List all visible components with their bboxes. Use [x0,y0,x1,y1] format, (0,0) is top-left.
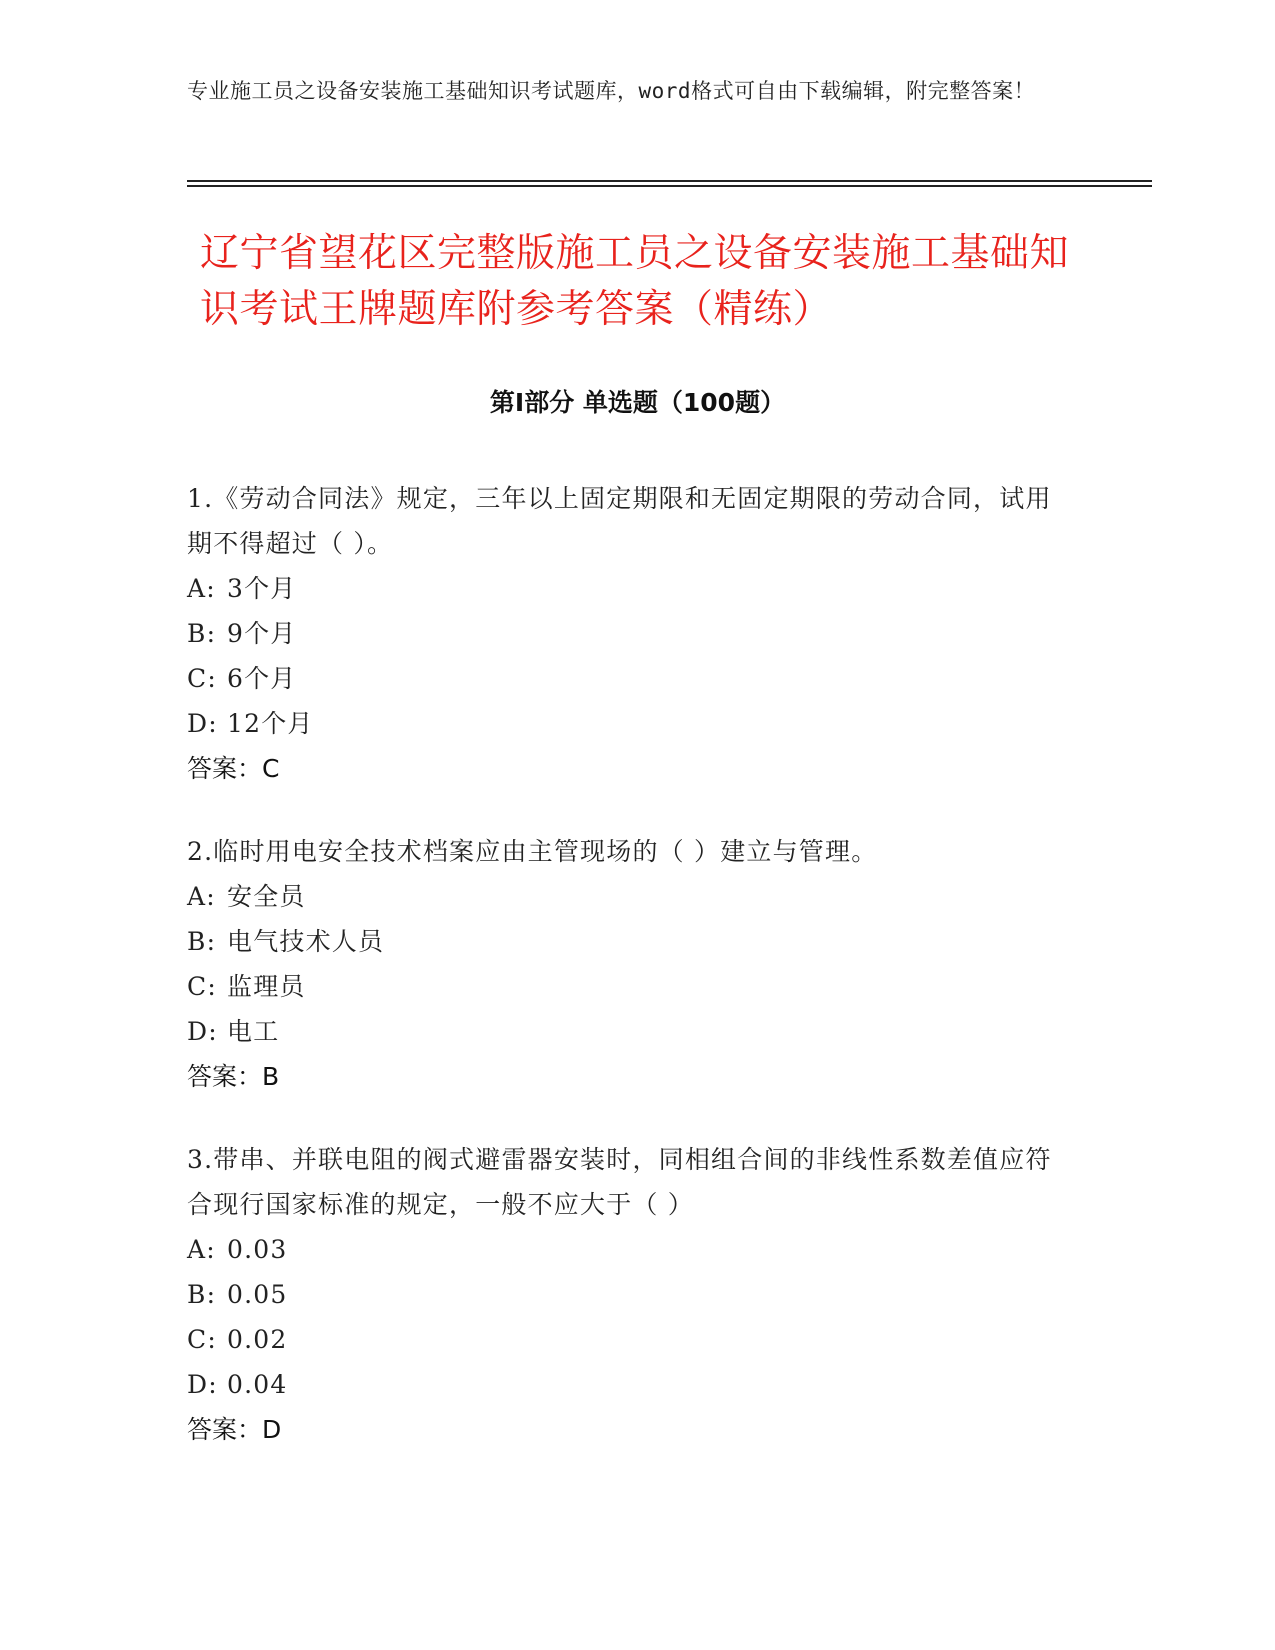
header-divider-top [187,180,1152,182]
option-value: 0.03 [227,1235,288,1264]
option-key: A: [187,1235,216,1264]
option-a [187,874,1067,919]
option-value: 电工 [227,1017,280,1046]
option-key: B: [187,619,217,648]
option-c [187,656,1067,701]
answer-line: 答案：D [187,1415,282,1444]
option-b [187,1272,1067,1317]
option-c [187,964,1067,1009]
option-key: A: [187,574,216,603]
option-key: C: [187,972,217,1001]
question-1 [187,476,1067,791]
option-c [187,1317,1067,1362]
option-value: 3个月 [227,574,297,603]
option-value: 9个月 [227,619,297,648]
question-3 [187,1137,1067,1452]
answer-line: 答案：B [187,1062,280,1091]
option-value: 6个月 [227,664,297,693]
header-note: 专业施工员之设备安装施工基础知识考试题库，word格式可自由下载编辑，附完整答案！ [187,79,1036,103]
option-value: 监理员 [227,972,306,1001]
option-value: 0.04 [227,1370,288,1399]
question-text: 2.临时用电安全技术档案应由主管现场的（ ）建立与管理。 [187,837,878,866]
option-key: D: [187,709,218,738]
option-key: D: [187,1370,218,1399]
option-a [187,1227,1067,1272]
option-key: B: [187,927,217,956]
option-d [187,701,1067,746]
option-value: 12个月 [227,709,314,738]
option-key: D: [187,1017,218,1046]
option-key: C: [187,1325,217,1354]
answer-line: 答案：C [187,754,280,783]
option-d [187,1009,1067,1054]
option-value: 0.02 [227,1325,288,1354]
option-key: C: [187,664,217,693]
option-value: 安全员 [227,882,306,911]
question-text: 3.带串、并联电阻的阀式避雷器安装时，同相组合间的非线性系数差值应符合现行国家标准的规定，一般不应大于（ ） [187,1145,1052,1219]
option-d [187,1362,1067,1407]
option-b [187,919,1067,964]
option-key: B: [187,1280,217,1309]
header-divider-bottom [187,185,1152,187]
section-heading: 第Ⅰ部分 单选题（100题） [489,388,786,417]
question-2 [187,829,1067,1099]
question-list [187,476,1067,1490]
document-title: 辽宁省望花区完整版施工员之设备安装施工基础知识考试王牌题库附参考答案（精练） [200,231,1070,332]
question-text: 1.《劳动合同法》规定，三年以上固定期限和无固定期限的劳动合同，试用期不得超过（ ）。 [187,484,1052,558]
option-key: A: [187,882,216,911]
option-value: 0.05 [227,1280,288,1309]
option-a [187,566,1067,611]
option-b [187,611,1067,656]
option-value: 电气技术人员 [227,927,385,956]
